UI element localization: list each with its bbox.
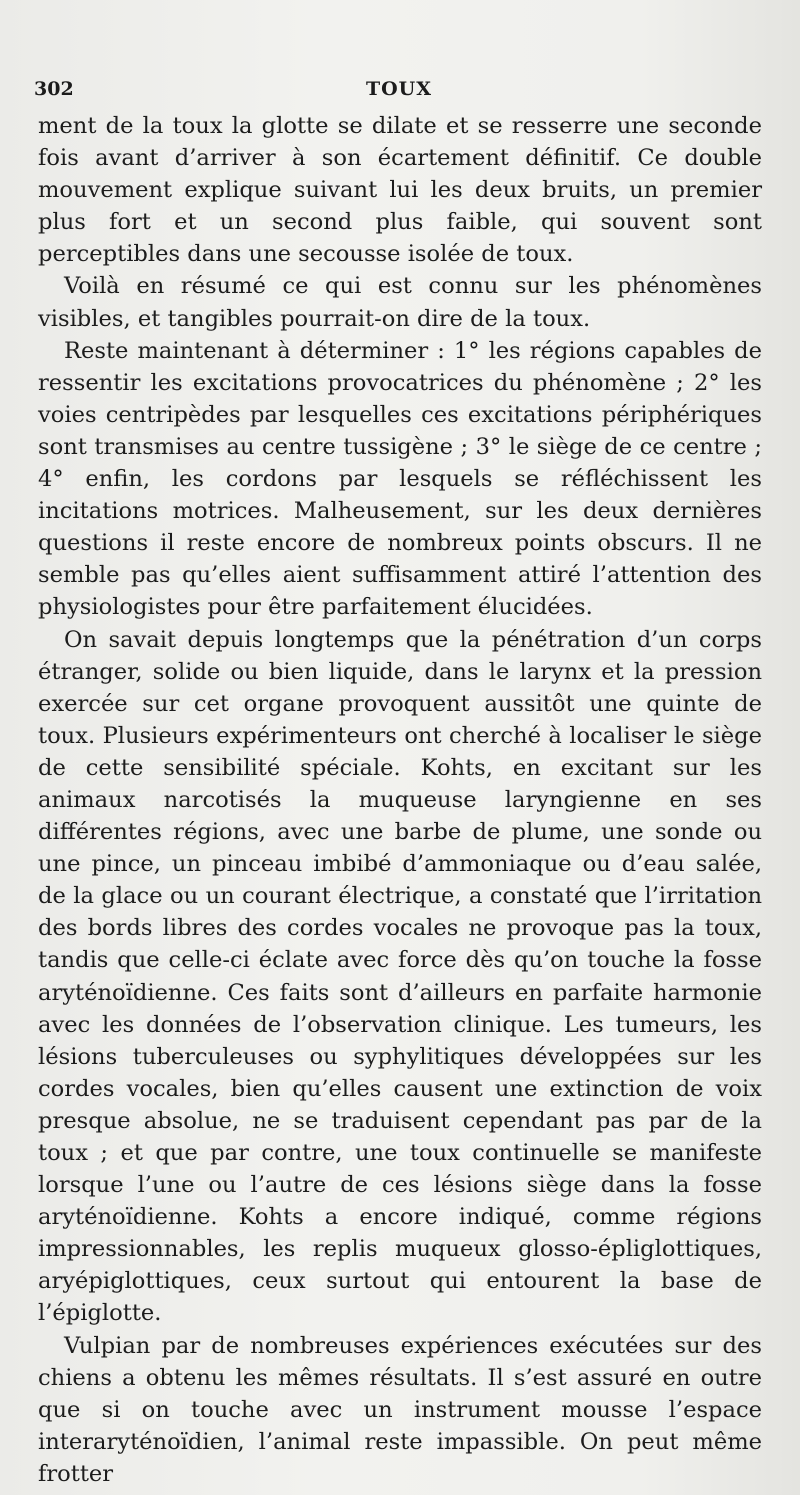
- paragraph-1: ment de la toux la glotte se dilate et se resserre une seconde fois avant d’arriver à son écartement définitif. Ce double mouvement explique suivant lui les deux bruits, un premier plus fort et un second plus faible, qui souvent sont perceptibles dans une secousse isolée de toux.: [38, 113, 762, 268]
- running-title: TOUX: [365, 78, 432, 100]
- body-text: [38, 110, 762, 1490]
- page-number: 302: [34, 78, 74, 100]
- paragraph-4: On savait depuis longtemps que la pénétration d’un corps étranger, solide ou bien liquide, dans le larynx et la pression exercée sur cet organe provoquent aussitôt une quinte de toux. Plusieurs expérimenteurs ont cherché à localiser le siège de cette sensibilité spéciale. Kohts, en excitant sur les animaux narcotisés la muqueuse laryngienne en ses différentes régions, avec une barbe de plume, une sonde ou une pince, un pinceau imbibé d’ammoniaque ou d’eau salée, de la glace ou un courant électrique, a constaté que l’irritation des bords libres des cordes vocales ne provoque pas la toux, tandis que celle-ci éclate avec force dès qu’on touche la fosse aryténoïdienne. Ces faits sont d’ailleurs en parfaite harmonie avec les données de l’observation clinique. Les tumeurs, les lésions tuberculeuses ou syphylitiques développées sur les cordes vocales, bien qu’elles causent une extinction de voix presque absolue, ne se traduisent cependant pas par de la toux ; et que par contre, une toux continuelle se manifeste lorsque l’une ou l’autre de ces lésions siège dans la fosse aryténoïdienne. Kohts a encore indiqué, comme régions impressionnables, les replis muqueux glosso-épliglottiques, aryépiglottiques, ceux surtout qui entourent la base de l’épiglotte.: [38, 626, 762, 1327]
- paragraph-5: Vulpian par de nombreuses expériences exécutées sur des chiens a obtenu les mêmes résultats. Il s’est assuré en outre que si on touche avec un instrument mousse l’espace interaryténoïdien, l’animal reste impassible. On peut même frotter: [38, 1332, 762, 1487]
- page-header: [34, 78, 764, 106]
- paragraph-3: Reste maintenant à déterminer : 1° les régions capables de ressentir les excitations provocatrices du phénomène ; 2° les voies centripèdes par lesquelles ces excitations périphériques sont transmises au centre tussigène ; 3° le siège de ce centre ; 4° enfin, les cordons par lesquels se réfléchissent les incitations motrices. Malheusement, sur les deux dernières questions il reste encore de nombreux points obscurs. Il ne semble pas qu’elles aient suffisamment attiré l’attention des physiologistes pour être parfaitement élucidées.: [38, 337, 762, 621]
- paragraph-2: Voilà en résumé ce qui est connu sur les phénomènes visibles, et tangibles pourrait-on dire de la toux.: [38, 273, 762, 332]
